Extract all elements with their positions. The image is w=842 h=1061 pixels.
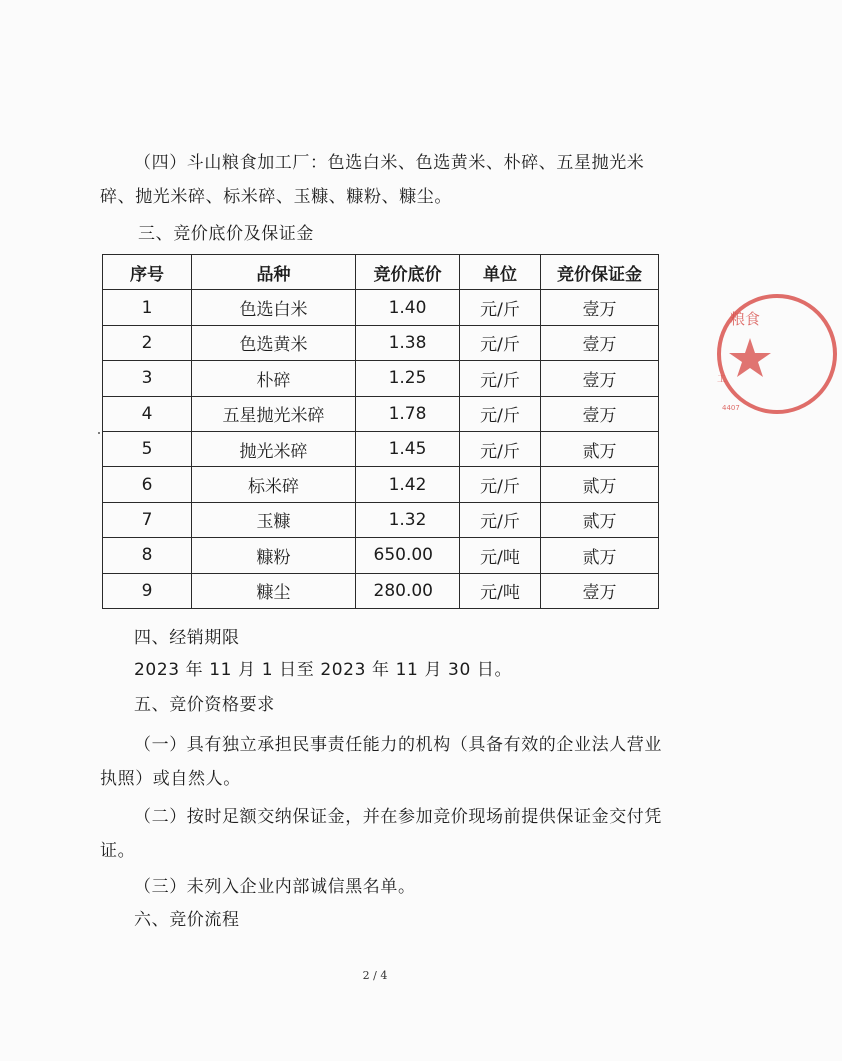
cell-price: 1.25 xyxy=(356,361,460,396)
table-row xyxy=(103,431,659,466)
cell-price: 280.00 xyxy=(356,573,460,608)
table-row xyxy=(103,290,659,325)
cell-price: 1.32 xyxy=(356,502,460,537)
table-row xyxy=(103,538,659,573)
cell-index: 1 xyxy=(103,290,192,325)
cell-deposit: 壹万 xyxy=(541,396,659,431)
cell-deposit: 壹万 xyxy=(541,361,659,396)
requirement-1: （一）具有独立承担民事责任能力的机构（具备有效的企业法人营业执照）或自然人。 xyxy=(100,735,662,789)
cell-index: 7 xyxy=(103,502,192,537)
cell-deposit: 壹万 xyxy=(541,290,659,325)
cell-deposit: 贰万 xyxy=(541,502,659,537)
cell-price: 1.45 xyxy=(356,431,460,466)
table-row xyxy=(103,573,659,608)
section3-heading: 三、竞价底价及保证金 xyxy=(138,224,314,244)
requirement-3: （三）未列入企业内部诚信黑名单。 xyxy=(134,877,416,897)
table-row xyxy=(103,325,659,360)
cell-price: 650.00 xyxy=(356,538,460,573)
cell-index: 9 xyxy=(103,573,192,608)
seal-digits: 4407 xyxy=(722,404,740,412)
cell-variety: 色选黄米 xyxy=(192,325,356,360)
cell-unit: 元/斤 xyxy=(460,290,541,325)
cell-index: 5 xyxy=(103,431,192,466)
cell-unit: 元/斤 xyxy=(460,431,541,466)
cell-variety: 五星抛光米碎 xyxy=(192,396,356,431)
cell-variety: 糠粉 xyxy=(192,538,356,573)
cell-unit: 元/吨 xyxy=(460,573,541,608)
cell-price: 1.42 xyxy=(356,467,460,502)
table-row xyxy=(103,396,659,431)
header-base-price: 竞价底价 xyxy=(356,255,460,290)
cell-unit: 元/斤 xyxy=(460,396,541,431)
cell-variety: 抛光米碎 xyxy=(192,431,356,466)
cell-unit: 元/斤 xyxy=(460,361,541,396)
cell-index: 2 xyxy=(103,325,192,360)
cell-index: 3 xyxy=(103,361,192,396)
cell-deposit: 贰万 xyxy=(541,467,659,502)
seal-edge-mark: 工 xyxy=(717,375,727,385)
table-row xyxy=(103,502,659,537)
cell-variety: 玉糠 xyxy=(192,502,356,537)
table-row xyxy=(103,361,659,396)
requirement-2: （二）按时足额交纳保证金，并在参加竞价现场前提供保证金交付凭证。 xyxy=(100,807,662,861)
section6-heading: 六、竞价流程 xyxy=(134,910,240,930)
table-row xyxy=(103,467,659,502)
company-seal-icon xyxy=(712,282,842,432)
header-unit: 单位 xyxy=(460,255,541,290)
cell-unit: 元/斤 xyxy=(460,467,541,502)
cell-deposit: 贰万 xyxy=(541,538,659,573)
cell-price: 1.40 xyxy=(356,290,460,325)
header-variety: 品种 xyxy=(192,255,356,290)
cell-deposit: 壹万 xyxy=(541,325,659,360)
header-deposit: 竞价保证金 xyxy=(541,255,659,290)
cell-index: 4 xyxy=(103,396,192,431)
section4-item-text: （四）斗山粮食加工厂：色选白米、色选黄米、朴碎、五星抛光米碎、抛光米碎、标米碎、玉糠、糠粉、糠尘。 xyxy=(100,153,645,207)
seal-text: 粮食 xyxy=(730,310,761,328)
cell-index: 8 xyxy=(103,538,192,573)
cell-price: 1.38 xyxy=(356,325,460,360)
cell-variety: 朴碎 xyxy=(192,361,356,396)
cell-unit: 元/斤 xyxy=(460,325,541,360)
cell-unit: 元/吨 xyxy=(460,538,541,573)
table-header-row xyxy=(103,255,659,290)
period-text: 2023 年 11 月 1 日至 2023 年 11 月 30 日。 xyxy=(134,660,513,680)
cell-price: 1.78 xyxy=(356,396,460,431)
cell-variety: 标米碎 xyxy=(192,467,356,502)
cell-deposit: 壹万 xyxy=(541,573,659,608)
section5-heading: 五、竞价资格要求 xyxy=(134,695,275,715)
cell-deposit: 贰万 xyxy=(541,431,659,466)
header-index: 序号 xyxy=(103,255,192,290)
page-number: 2 / 4 xyxy=(362,969,388,982)
cell-index: 6 xyxy=(103,467,192,502)
cell-variety: 色选白米 xyxy=(192,290,356,325)
cell-unit: 元/斤 xyxy=(460,502,541,537)
scan-speck xyxy=(98,432,100,434)
section4-heading: 四、经销期限 xyxy=(134,628,240,648)
cell-variety: 糠尘 xyxy=(192,573,356,608)
bid-price-table xyxy=(102,254,659,609)
